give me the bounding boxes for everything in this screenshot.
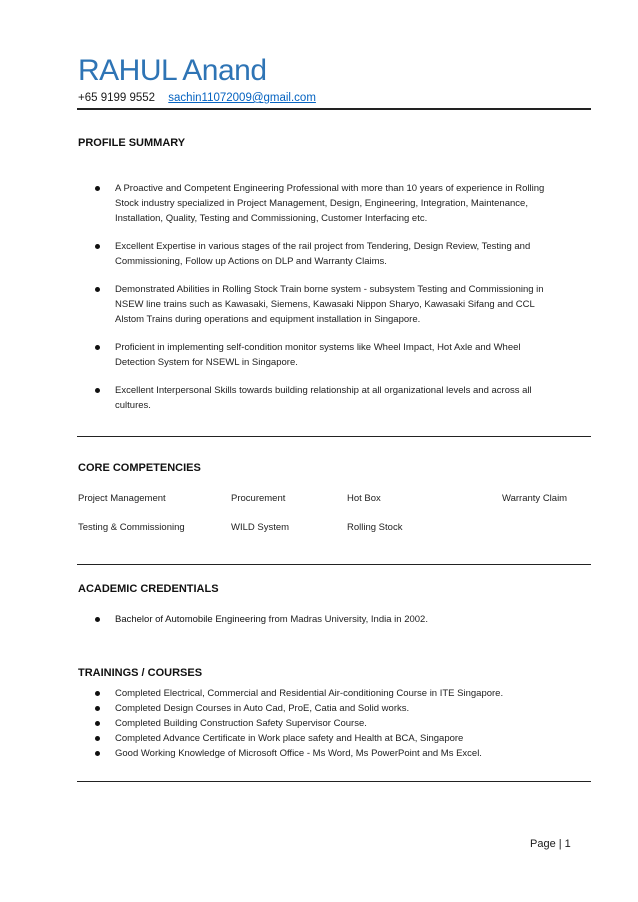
competency-item: Testing & Commissioning [78, 522, 185, 533]
list-item [78, 383, 558, 413]
competency-item: WILD System [231, 522, 290, 533]
list-item-text: Completed Advance Certificate in Work place safety and Health at BCA, Singapore [115, 733, 464, 744]
list-item [78, 340, 558, 370]
list-item-text: Proficient in implementing self-condition monitor systems like Wheel Impact, Hot Axle and Wheel Detection System for NSEWL in Singapore. [115, 342, 521, 368]
academic-credentials-heading: ACADEMIC CREDENTIALS [78, 583, 219, 595]
academic-list [78, 612, 558, 627]
candidate-name: RAHUL Anand [78, 54, 267, 87]
list-item-text: Demonstrated Abilities in Rolling Stock Train borne system - subsystem Testing and Commissioning in NSEW line trains such as Kawasaki, Siemens, Kawasaki Nippon Sharyo, Kawasaki Sifang and CCL Alstom Trains during operations and equipment installation in Singapore. [115, 284, 544, 325]
competency-item: Hot Box [347, 493, 381, 504]
bullet-icon [95, 617, 100, 622]
bullet-icon [95, 186, 100, 191]
contact-line [78, 90, 316, 106]
section-divider [77, 781, 591, 782]
list-item-text: Good Working Knowledge of Microsoft Office - Ms Word, Ms PowerPoint and Ms Excel. [115, 748, 482, 759]
list-item [78, 686, 558, 701]
list-item-text: Completed Design Courses in Auto Cad, ProE, Catia and Solid works. [115, 703, 410, 714]
degree-name: Bachelor of Automobile Engineering [115, 614, 267, 625]
page-number: Page | 1 [530, 838, 571, 850]
competency-item: Procurement [231, 493, 286, 504]
bullet-icon [95, 244, 100, 249]
list-item-text: Excellent Expertise in various stages of the rail project from Tendering, Design Review, Testing and Commissioning, Follow up Actions on DLP and Warranty Claims. [115, 241, 531, 267]
trainings-list [78, 686, 558, 761]
bullet-icon [95, 736, 100, 741]
bullet-icon [95, 388, 100, 393]
section-divider [77, 436, 591, 437]
phone-number: +65 9199 9552 [78, 92, 156, 104]
degree-details: from Madras University, India in 2002. [266, 614, 428, 625]
bullet-icon [95, 706, 100, 711]
competency-item: Rolling Stock [347, 522, 403, 533]
list-item [78, 716, 558, 731]
list-item [78, 701, 558, 716]
list-item-text: A Proactive and Competent Engineering Professional with more than 10 years of experience in Rolling Stock industry specialized in Project Management, Design, Engineering, Integration, Maintenance, Installation, Quality, Testing and Commissioning, Customer Interfacing etc. [115, 183, 545, 224]
list-item [78, 239, 558, 269]
bullet-icon [95, 691, 100, 696]
list-item [78, 731, 558, 746]
bullet-icon [95, 751, 100, 756]
competency-item: Warranty Claim [502, 493, 568, 504]
list-item [78, 612, 558, 627]
header-divider [77, 108, 591, 110]
list-item-text: Completed Building Construction Safety Supervisor Course. [115, 718, 367, 729]
list-item-text: Completed Electrical, Commercial and Residential Air-conditioning Course in ITE Singapore. [115, 688, 504, 699]
email-link[interactable]: sachin11072009@gmail.com [168, 92, 316, 104]
bullet-icon [95, 721, 100, 726]
profile-summary-heading: PROFILE SUMMARY [78, 137, 186, 149]
list-item-text: Excellent Interpersonal Skills towards building relationship at all organizational levels and across all cultures. [115, 385, 532, 411]
core-competencies-heading: CORE COMPETENCIES [78, 462, 201, 474]
bullet-icon [95, 345, 100, 350]
list-item [78, 181, 558, 226]
section-divider [77, 564, 591, 565]
bullet-icon [95, 287, 100, 292]
list-item [78, 746, 558, 761]
profile-summary-list [78, 181, 558, 426]
competency-item: Project Management [78, 493, 166, 504]
trainings-courses-heading: TRAININGS / COURSES [78, 667, 203, 679]
list-item [78, 282, 558, 327]
